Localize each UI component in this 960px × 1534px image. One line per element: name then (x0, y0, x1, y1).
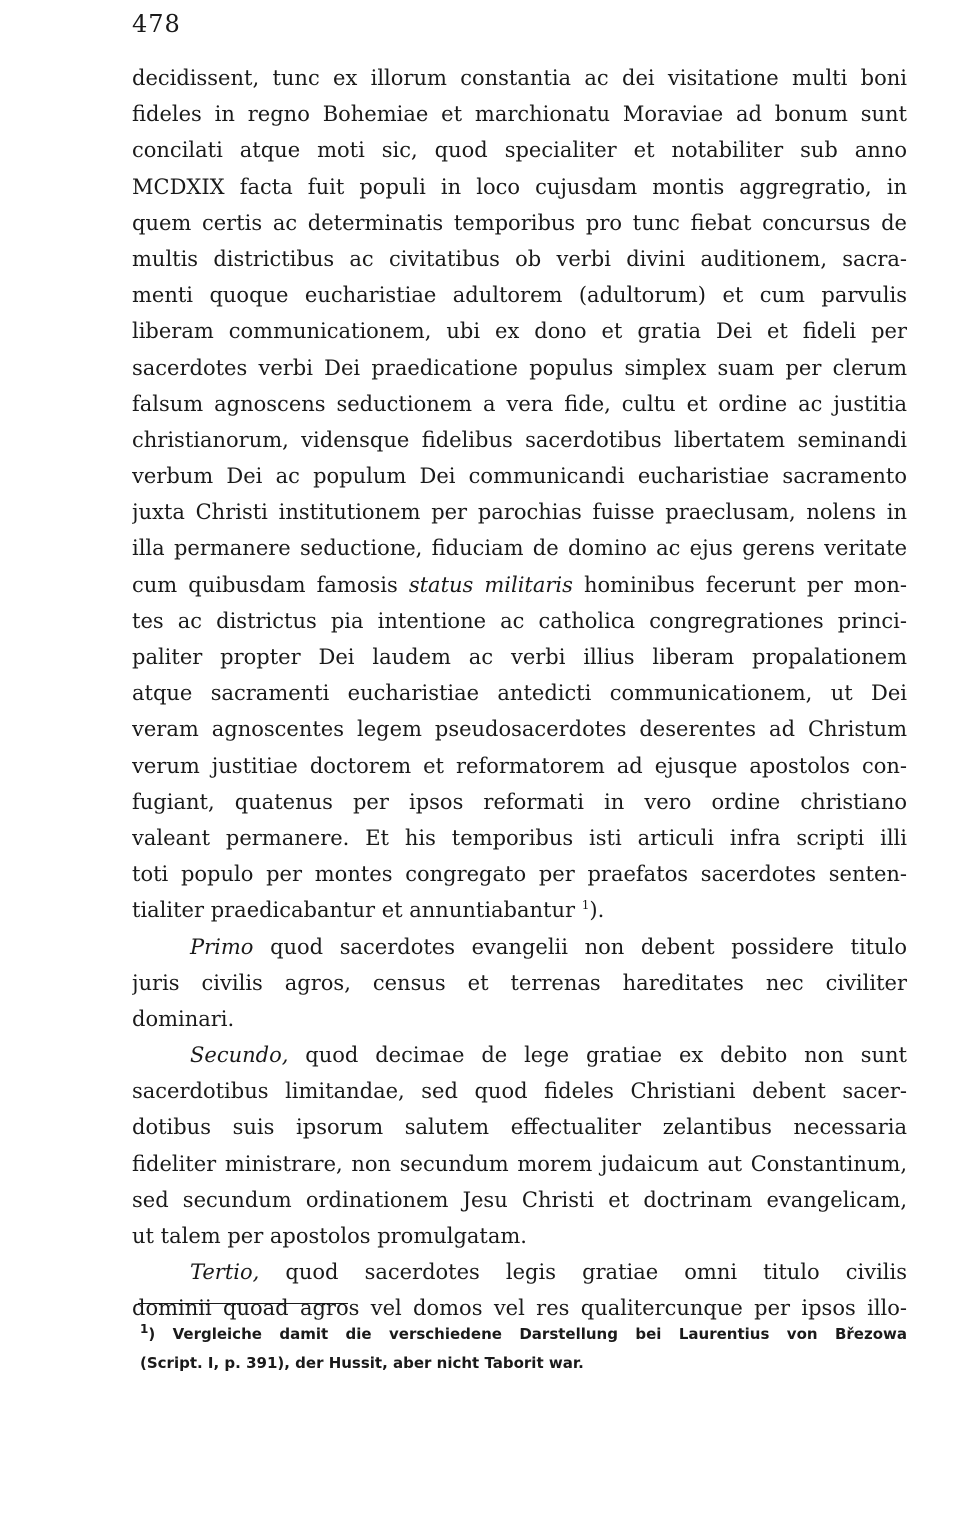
footnotes (140, 1320, 907, 1378)
text-line: sacerdotes verbi Dei praedicatione populus simplex suam per clerum (132, 355, 907, 380)
article-line: ut talem per apostolos promulgatam. (132, 1224, 527, 1248)
text-line: decidissent, tunc ex illorum constantia ac dei visitatione multi boni (132, 66, 907, 90)
text-line: valeant permanere. Et his temporibus isti articuli infra scripti illi (132, 825, 907, 850)
text-segment: quod sacerdotes evangelii non debent possidere titulo (253, 934, 907, 959)
text-segment: tialiter praedicabantur et annuntiabantur (132, 898, 582, 923)
text-line: fideles in regno Bohemiae et marchionatu Moraviae ad bonum sunt (132, 102, 907, 127)
article-line: sacerdotibus limitandae, sed quod fideles Christiani debent sacer- (132, 1079, 907, 1104)
article-line: juris civilis agros, census et terrenas hareditates nec civiliter (132, 970, 907, 995)
article-line: sed secundum ordinationem Jesu Christi et doctrinam evangelicam, (132, 1187, 907, 1212)
text-line: liberam communicationem, ubi ex dono et gratia Dei et fideli per (132, 319, 907, 344)
article-line: dotibus suis ipsorum salutem effectualiter zelantibus necessaria (132, 1115, 907, 1140)
text-line: verbum Dei ac populum Dei communicandi eucharistiae sacramento (132, 464, 907, 489)
main-text (132, 60, 907, 1327)
text-line: quem certis ac determinatis temporibus pro tunc fiebat concursus de (132, 210, 907, 235)
text-line: illa permanere seductione, fiduciam de domino ac ejus gerens veritate (132, 536, 907, 561)
text-line: christianorum, vidensque fidelibus sacerdotibus libertatem seminandi (132, 427, 907, 452)
text-segment: hominibus fecerunt per mon- (572, 572, 907, 597)
article-line (132, 1037, 907, 1073)
text-line: atque sacramenti eucharistiae antedicti communicationem, ut Dei (132, 681, 907, 706)
footnote-line (140, 1320, 907, 1349)
text-line: fugiant, quatenus per ipsos reformati in vero ordine christiano (132, 789, 907, 814)
article-lead: Primo (190, 934, 254, 959)
text-line (132, 892, 907, 928)
footnote-ref: 1 (581, 898, 590, 913)
italic-term: status militaris (408, 572, 573, 597)
text-segment: quod decimae de lege gratiae ex debito non sunt (288, 1043, 907, 1068)
text-segment: ). (589, 898, 605, 923)
footnote-divider (138, 1303, 348, 1304)
text-line (132, 567, 907, 603)
article-line: fideliter ministrare, non secundum morem judaicum aut Constantinum, (132, 1151, 907, 1176)
text-line: toti populo per montes congregato per praefatos sacerdotes senten- (132, 862, 907, 887)
text-segment: cum quibusdam famosis (132, 572, 409, 597)
article-line: dominari. (132, 1006, 235, 1031)
footnote-line: (Script. I, p. 391), der Hussit, aber nicht Taborit war. (140, 1354, 584, 1372)
text-line: concilati atque moti sic, quod specialiter et notabiliter sub anno (132, 138, 907, 163)
text-line: MCDXIX facta fuit populi in loco cujusdam montis aggregratio, in (132, 174, 907, 199)
text-line: verum justitiae doctorem et reformatorem ad ejusque apostolos con- (132, 753, 907, 778)
article-lead: Tertio, (190, 1260, 260, 1285)
text-line: menti quoque eucharistiae adultorem (adultorum) et cum parvulis (132, 283, 907, 308)
article-lead: Secundo, (190, 1043, 289, 1068)
text-segment: ) Vergleiche damit die verschiedene Darstellung bei Laurentius von Březowa (148, 1325, 907, 1343)
text-line: juxta Christi institutionem per parochias fuisse praeclusam, nolens in (132, 500, 907, 525)
text-line: paliter propter Dei laudem ac verbi illius liberam propalationem (132, 645, 907, 669)
article-line (132, 929, 907, 965)
text-line: falsum agnoscens seductionem a vera fide, cultu et ordine ac justitia (132, 391, 907, 416)
footnote-marker: 1 (140, 1322, 149, 1336)
page-number: 478 (132, 10, 181, 38)
text-line: tes ac districtus pia intentione ac catholica congregrationes princi- (132, 608, 907, 633)
article-line (132, 1254, 907, 1290)
text-segment: quod sacerdotes legis gratiae omni titulo civilis (259, 1260, 907, 1285)
article-line: dominii quoad agros vel domos vel res qualitercunque per ipsos illo- (132, 1296, 907, 1321)
text-line: veram agnoscentes legem pseudosacerdotes deserentes ad Christum (132, 717, 907, 742)
text-line: multis districtibus ac civitatibus ob verbi divini auditionem, sacra- (132, 246, 907, 271)
